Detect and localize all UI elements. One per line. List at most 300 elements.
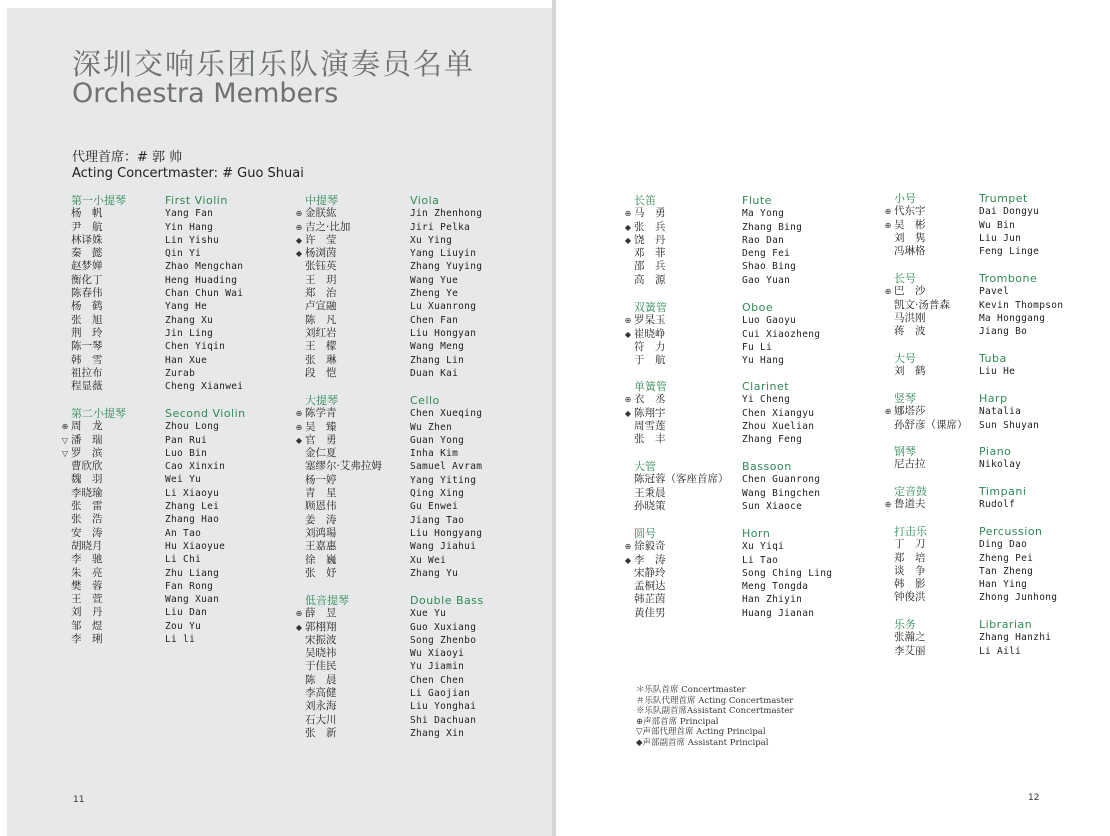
member-name-en: Chen Xueqing xyxy=(410,408,483,420)
section xyxy=(624,527,833,620)
member-name-en: Jiang Tao xyxy=(410,514,465,526)
member-row xyxy=(634,419,815,433)
member-name-en: Inha Kim xyxy=(410,448,459,460)
member-name-en: Yang Fan xyxy=(165,208,214,220)
member-name-cn: 凯文·汤普森 xyxy=(894,298,950,311)
member-row xyxy=(894,298,1064,312)
member-name-en: Zheng Ye xyxy=(410,288,459,300)
role-marker-icon: ⊕ xyxy=(295,609,303,619)
member-name-cn: 许 莹 xyxy=(305,233,337,246)
member-name-cn: 马 勇 xyxy=(634,207,666,220)
member-name-cn: 李 涛 xyxy=(634,553,666,566)
member-row xyxy=(71,527,246,540)
member-name-en: An Tao xyxy=(165,527,202,539)
member-row xyxy=(61,433,246,447)
member-name-cn: 曹欣欣 xyxy=(71,460,103,473)
member-name-en: Luo Bin xyxy=(165,447,208,459)
role-marker-icon: ◆ xyxy=(624,408,632,418)
member-name-cn: 马洪刚 xyxy=(894,311,926,324)
member-name-en: Liu Jun xyxy=(979,232,1022,244)
member-name-en: Xu Wei xyxy=(410,554,447,566)
section-heading-en: Timpani xyxy=(979,485,1027,498)
member-name-cn: 徐毅奇 xyxy=(634,540,666,553)
member-name-cn: 王秉晨 xyxy=(634,486,666,499)
member-name-cn: 郭栩翔 xyxy=(305,620,337,633)
member-name-en: Xue Yu xyxy=(410,608,447,620)
member-name-en: Yang Yiting xyxy=(410,474,477,486)
member-name-en: Li Tao xyxy=(742,554,779,566)
member-row xyxy=(624,220,803,234)
member-row xyxy=(71,473,246,486)
member-row xyxy=(71,633,246,646)
member-row xyxy=(305,687,484,700)
member-name-en: Samuel Avram xyxy=(410,461,483,473)
member-row xyxy=(295,207,483,220)
member-name-en: Zhu Liang xyxy=(165,567,220,579)
section xyxy=(624,380,815,446)
member-name-en: Xu Yiqi xyxy=(742,541,785,553)
member-name-en: Zhang Xin xyxy=(410,727,465,739)
member-row xyxy=(295,433,465,447)
member-name-cn: 于 航 xyxy=(634,354,666,367)
legend xyxy=(636,685,793,748)
member-row xyxy=(295,407,483,420)
member-row xyxy=(295,220,471,234)
section xyxy=(624,194,803,287)
member-name-en: Guan Yong xyxy=(410,434,465,446)
member-name-cn: 孙舒彦（课席） xyxy=(894,418,968,431)
member-name-cn: 潘 瑞 xyxy=(71,433,103,446)
member-row xyxy=(71,580,246,593)
section-heading-cn: 定音鼓 xyxy=(894,485,927,498)
member-name-cn: 蒋 波 xyxy=(894,325,926,338)
section-heading-cn: 中提琴 xyxy=(305,194,338,207)
section-heading xyxy=(634,194,772,207)
member-name-en: Jin Ling xyxy=(165,327,214,339)
section-heading-en: First Violin xyxy=(165,194,228,207)
member-name-cn: 胡晓月 xyxy=(71,539,103,552)
section xyxy=(634,460,821,513)
member-name-cn: 青 星 xyxy=(305,487,337,500)
role-marker-icon: ◆ xyxy=(295,249,303,259)
member-row xyxy=(634,606,815,620)
member-name-cn: 李晓瑜 xyxy=(71,486,103,499)
member-name-en: Sun Xiaoce xyxy=(742,500,803,512)
member-row xyxy=(305,674,484,687)
section-heading-en: Second Violin xyxy=(165,407,246,420)
member-name-en: Li Aili xyxy=(979,645,1022,657)
member-name-en: Lin Yishu xyxy=(165,234,220,246)
page-number-left: 11 xyxy=(73,795,85,805)
member-name-cn: 罗 滨 xyxy=(71,446,103,459)
member-row xyxy=(894,591,1058,604)
member-name-cn: 韩 影 xyxy=(894,578,926,591)
member-row xyxy=(305,326,477,340)
member-name-cn: 谈 争 xyxy=(894,564,926,577)
member-name-en: Rudolf xyxy=(979,499,1016,511)
member-row xyxy=(305,513,465,527)
member-name-cn: 高 源 xyxy=(634,273,666,286)
member-row xyxy=(634,486,821,500)
member-name-en: Guo Xuxiang xyxy=(410,621,477,633)
member-name-cn: 张 雷 xyxy=(71,500,103,513)
member-name-en: Zhang Hao xyxy=(165,514,220,526)
member-row xyxy=(624,553,779,567)
member-name-cn: 衣 丞 xyxy=(634,393,666,406)
member-row xyxy=(305,447,459,460)
member-name-en: Zhou Xuelian xyxy=(742,420,815,432)
member-row xyxy=(71,513,246,526)
member-name-cn: 罗杲玉 xyxy=(634,314,666,327)
member-name-en: Chan Chun Wai xyxy=(165,288,244,300)
member-row xyxy=(305,500,459,513)
member-row xyxy=(71,540,246,553)
section-heading-cn: 第一小提琴 xyxy=(71,194,126,207)
section-heading xyxy=(894,272,1037,285)
section xyxy=(894,445,1022,472)
section-heading-en: Librarian xyxy=(979,618,1033,631)
member-row xyxy=(634,499,803,513)
section-heading xyxy=(305,594,484,607)
member-name-cn: 周 龙 xyxy=(71,420,103,433)
member-row xyxy=(305,287,459,300)
member-name-cn: 吉之·比加 xyxy=(305,220,351,233)
member-name-cn: 卢宣融 xyxy=(305,300,337,313)
section-heading xyxy=(894,525,1043,538)
role-marker-icon: ◆ xyxy=(624,329,632,339)
section xyxy=(894,618,1052,658)
member-row xyxy=(71,460,246,473)
member-row xyxy=(71,260,244,273)
member-name-cn: 于佳民 xyxy=(305,660,337,673)
role-marker-icon: ⊕ xyxy=(884,287,892,297)
section-heading-cn: 长笛 xyxy=(634,194,656,207)
member-row xyxy=(71,380,244,393)
section-heading-en: Clarinet xyxy=(742,380,790,393)
member-name-en: Xu Ying xyxy=(410,234,453,246)
member-row xyxy=(894,578,1043,591)
member-name-en: Ding Dao xyxy=(979,539,1028,551)
role-marker-icon: ⊕ xyxy=(295,409,303,419)
member-name-en: Fu Li xyxy=(742,341,773,353)
section-heading-cn: 竖琴 xyxy=(894,392,916,405)
member-name-en: Chen Chen xyxy=(410,674,465,686)
member-name-cn: 荆 玲 xyxy=(71,326,103,339)
member-name-cn: 官 勇 xyxy=(305,433,337,446)
member-name-cn: 张 浩 xyxy=(71,513,103,526)
member-row xyxy=(634,566,833,580)
section xyxy=(884,272,1064,338)
member-row xyxy=(71,367,228,380)
member-name-en: Shao Bing xyxy=(742,261,797,273)
member-name-cn: 程显薇 xyxy=(71,380,103,393)
member-name-en: Zou Yu xyxy=(165,620,202,632)
member-row xyxy=(894,245,1040,258)
member-row xyxy=(305,634,484,647)
section xyxy=(61,407,246,646)
member-row xyxy=(305,727,484,740)
member-row xyxy=(305,260,483,273)
member-row xyxy=(305,313,459,327)
member-name-cn: 钟俊洪 xyxy=(894,591,926,604)
member-name-cn: 陈春伟 xyxy=(71,287,103,300)
member-name-cn: 李 驰 xyxy=(71,553,103,566)
member-name-cn: 祖拉布 xyxy=(71,366,103,379)
member-row xyxy=(894,645,1032,658)
section xyxy=(894,525,1058,605)
member-row xyxy=(894,232,1028,245)
role-marker-icon: ⊕ xyxy=(295,422,303,432)
member-row xyxy=(624,393,791,406)
member-name-en: Wang Yue xyxy=(410,274,459,286)
member-name-en: Yu Hang xyxy=(742,355,785,367)
member-name-cn: 陈学青 xyxy=(305,407,337,420)
member-name-cn: 樊 蓉 xyxy=(71,579,103,592)
legend-item: ※乐队副首席Assistant Concertmaster xyxy=(636,706,794,716)
section-heading-en: Piano xyxy=(979,445,1012,458)
member-name-cn: 代东宇 xyxy=(894,205,926,218)
member-name-cn: 王 玥 xyxy=(305,273,337,286)
member-name-cn: 符 力 xyxy=(634,340,666,353)
member-name-en: Wang Xuan xyxy=(165,594,220,606)
member-row xyxy=(884,498,1026,511)
section xyxy=(295,394,483,580)
member-row xyxy=(305,273,459,287)
member-name-en: Zhang Feng xyxy=(742,434,803,446)
member-name-cn: 徐 巍 xyxy=(305,553,337,566)
section-heading xyxy=(894,618,1032,631)
member-row xyxy=(634,260,797,273)
member-row xyxy=(71,487,246,500)
member-row xyxy=(71,354,228,367)
legend-item: ▽声部代理首席 Acting Principal xyxy=(636,727,766,737)
member-name-cn: 尹 航 xyxy=(71,220,103,233)
member-name-en: Zhang Xu xyxy=(165,314,214,326)
member-name-en: Zurab xyxy=(165,367,196,379)
member-name-cn: 陈翔宇 xyxy=(634,406,666,419)
member-name-cn: 孙晓策 xyxy=(634,499,666,512)
member-name-cn: 李艾丽 xyxy=(894,644,926,657)
member-name-en: Yang He xyxy=(165,301,208,313)
member-row xyxy=(295,233,453,247)
member-name-cn: 周雪莲 xyxy=(634,419,666,432)
member-name-en: Cheng Xianwei xyxy=(165,381,244,393)
member-name-en: Liu Dan xyxy=(165,607,208,619)
member-name-en: Gu Enwei xyxy=(410,501,459,513)
member-name-cn: 张 丰 xyxy=(634,433,666,446)
member-name-cn: 巴 沙 xyxy=(894,285,926,298)
member-name-cn: 陈一琴 xyxy=(71,340,103,353)
member-row xyxy=(305,460,483,473)
section-heading xyxy=(71,194,228,207)
member-name-cn: 张 琳 xyxy=(305,353,337,366)
member-name-cn: 饶 丹 xyxy=(634,233,666,246)
member-name-cn: 崔晓峥 xyxy=(634,327,666,340)
member-name-cn: 韩芷茵 xyxy=(634,593,666,606)
role-marker-icon: ⊕ xyxy=(61,422,69,432)
member-row xyxy=(71,500,246,513)
member-name-en: Yi Cheng xyxy=(742,394,791,406)
member-name-cn: 金仁夏 xyxy=(305,447,337,460)
member-name-en: Feng Linge xyxy=(979,246,1040,258)
role-marker-icon: ◆ xyxy=(295,622,303,632)
section-heading xyxy=(634,380,789,393)
section xyxy=(624,301,821,367)
member-name-en: Wang Meng xyxy=(410,341,465,353)
member-row xyxy=(624,207,785,220)
member-name-en: Pan Rui xyxy=(165,434,208,446)
member-name-en: Wang Bingchen xyxy=(742,487,821,499)
section-heading-en: Viola xyxy=(410,194,440,207)
acting-concertmaster xyxy=(72,150,304,182)
legend-item: ⊕声部首席 Principal xyxy=(636,716,719,727)
member-name-cn: 吴 臻 xyxy=(305,420,337,433)
section-heading-en: Oboe xyxy=(742,301,774,314)
section xyxy=(295,594,484,740)
member-name-cn: 郑 培 xyxy=(894,551,926,564)
member-row xyxy=(634,341,773,354)
role-marker-icon: ⊕ xyxy=(295,222,303,232)
member-row xyxy=(295,620,484,634)
page-number-right: 12 xyxy=(1028,793,1040,803)
member-name-en: Huang Jianan xyxy=(742,607,815,619)
member-name-en: Wu Zhen xyxy=(410,421,453,433)
member-row xyxy=(894,552,1043,565)
member-name-en: Li li xyxy=(165,634,196,646)
member-name-cn: 郑 治 xyxy=(305,287,337,300)
role-marker-icon: ⊕ xyxy=(295,209,303,219)
acting-concertmaster-en: Acting Concertmaster: # Guo Shuai xyxy=(72,166,304,181)
member-name-cn: 丁 刀 xyxy=(894,538,926,551)
member-name-cn: 邵 兵 xyxy=(634,260,666,273)
role-marker-icon: ◆ xyxy=(624,222,632,232)
member-name-cn: 邹 煜 xyxy=(71,619,103,632)
member-name-en: Sun Shuyan xyxy=(979,419,1040,431)
member-row xyxy=(71,327,228,340)
acting-concertmaster-cn: 代理首席：# 郭 帅 xyxy=(72,150,183,165)
member-name-cn: 林译姝 xyxy=(71,233,103,246)
role-marker-icon: ⊕ xyxy=(884,500,892,510)
member-row xyxy=(71,593,246,606)
member-name-en: Nikolay xyxy=(979,459,1022,471)
member-row xyxy=(305,487,465,500)
member-name-en: Zhang Lei xyxy=(165,501,220,513)
member-name-cn: 韩 雪 xyxy=(71,353,103,366)
member-row xyxy=(305,300,477,313)
member-name-en: Hu Xiaoyue xyxy=(165,540,226,552)
member-name-en: Kevin Thompson xyxy=(979,299,1064,311)
member-name-en: Tan Zheng xyxy=(979,565,1034,577)
role-marker-icon: ⊕ xyxy=(624,542,632,552)
section-heading-en: Trumpet xyxy=(979,192,1028,205)
member-name-en: Meng Tongda xyxy=(742,581,809,593)
member-name-en: Li Chi xyxy=(165,554,202,566)
member-name-en: Jiang Bo xyxy=(979,326,1028,338)
member-row xyxy=(624,233,785,247)
section-heading-cn: 大号 xyxy=(894,352,916,365)
member-row xyxy=(71,287,244,300)
section xyxy=(884,192,1040,258)
member-name-en: Chen Yiqin xyxy=(165,341,226,353)
section-heading-en: Percussion xyxy=(979,525,1043,538)
section-heading-cn: 大管 xyxy=(634,460,656,473)
member-name-en: Han Ying xyxy=(979,579,1028,591)
member-name-en: Ma Honggang xyxy=(979,312,1046,324)
member-name-cn: 张钰英 xyxy=(305,260,337,273)
member-name-en: Li Gaojian xyxy=(410,688,471,700)
member-row xyxy=(71,221,228,234)
member-row xyxy=(295,607,484,620)
member-name-en: Chen Fan xyxy=(410,314,459,326)
member-name-cn: 刘鸿瑒 xyxy=(305,526,337,539)
section-heading-cn: 钢琴 xyxy=(894,445,916,458)
member-row xyxy=(71,340,228,353)
member-name-en: Zhong Junhong xyxy=(979,592,1058,604)
section-heading xyxy=(305,194,439,207)
role-marker-icon: ▽ xyxy=(61,448,69,458)
member-name-cn: 杨 鹤 xyxy=(71,300,103,313)
member-row xyxy=(624,540,785,553)
member-name-en: Zheng Pei xyxy=(979,552,1034,564)
member-name-en: Yu Jiamin xyxy=(410,661,465,673)
member-name-en: Liu Yonghai xyxy=(410,701,477,713)
member-name-cn: 薛 昱 xyxy=(305,607,337,620)
member-name-en: Song Zhenbo xyxy=(410,634,477,646)
member-name-cn: 王 萱 xyxy=(71,593,103,606)
member-name-cn: 吴晓祎 xyxy=(305,647,337,660)
member-name-cn: 杨一婷 xyxy=(305,473,337,486)
member-name-cn: 李 琍 xyxy=(71,633,103,646)
section xyxy=(894,352,1016,379)
member-name-cn: 张 妤 xyxy=(305,566,337,579)
member-row xyxy=(295,420,453,434)
member-name-en: Li Xiaoyu xyxy=(165,487,220,499)
section-heading-en: Double Bass xyxy=(410,594,484,607)
member-row xyxy=(71,314,228,327)
member-row xyxy=(71,553,246,566)
member-name-en: Wu Bin xyxy=(979,219,1016,231)
member-name-en: Yin Hang xyxy=(165,221,214,233)
legend-item: ＊乐队首席 Concertmaster xyxy=(636,685,746,695)
member-name-cn: 段 恺 xyxy=(305,366,337,379)
member-name-en: Liu Hongyan xyxy=(410,327,477,339)
member-name-cn: 邓 菲 xyxy=(634,247,666,260)
member-row xyxy=(634,473,821,486)
section-heading-en: Tuba xyxy=(979,352,1007,365)
member-row xyxy=(71,273,238,287)
section-heading-en: Horn xyxy=(742,527,771,540)
member-row xyxy=(634,273,791,287)
member-row xyxy=(71,620,246,633)
page-title-chinese: 深圳交响乐团乐队演奏员名单 xyxy=(72,47,476,81)
member-name-cn: 孟桐达 xyxy=(634,580,666,593)
member-row xyxy=(305,700,484,713)
member-name-cn: 刘永海 xyxy=(305,700,337,713)
section xyxy=(71,194,244,393)
member-name-cn: 魏 羽 xyxy=(71,473,103,486)
member-name-en: Cao Xinxin xyxy=(165,461,226,473)
member-name-cn: 王 檬 xyxy=(305,340,337,353)
section-heading-cn: 圆号 xyxy=(634,527,656,540)
member-row xyxy=(884,218,1028,232)
member-name-cn: 刘红岩 xyxy=(305,326,337,339)
member-name-en: Jin Zhenhong xyxy=(410,208,483,220)
member-row xyxy=(305,660,484,673)
member-name-cn: 刘 隽 xyxy=(894,231,926,244)
section-heading-en: Cello xyxy=(410,394,440,407)
member-row xyxy=(894,418,1040,432)
member-row xyxy=(624,406,815,420)
